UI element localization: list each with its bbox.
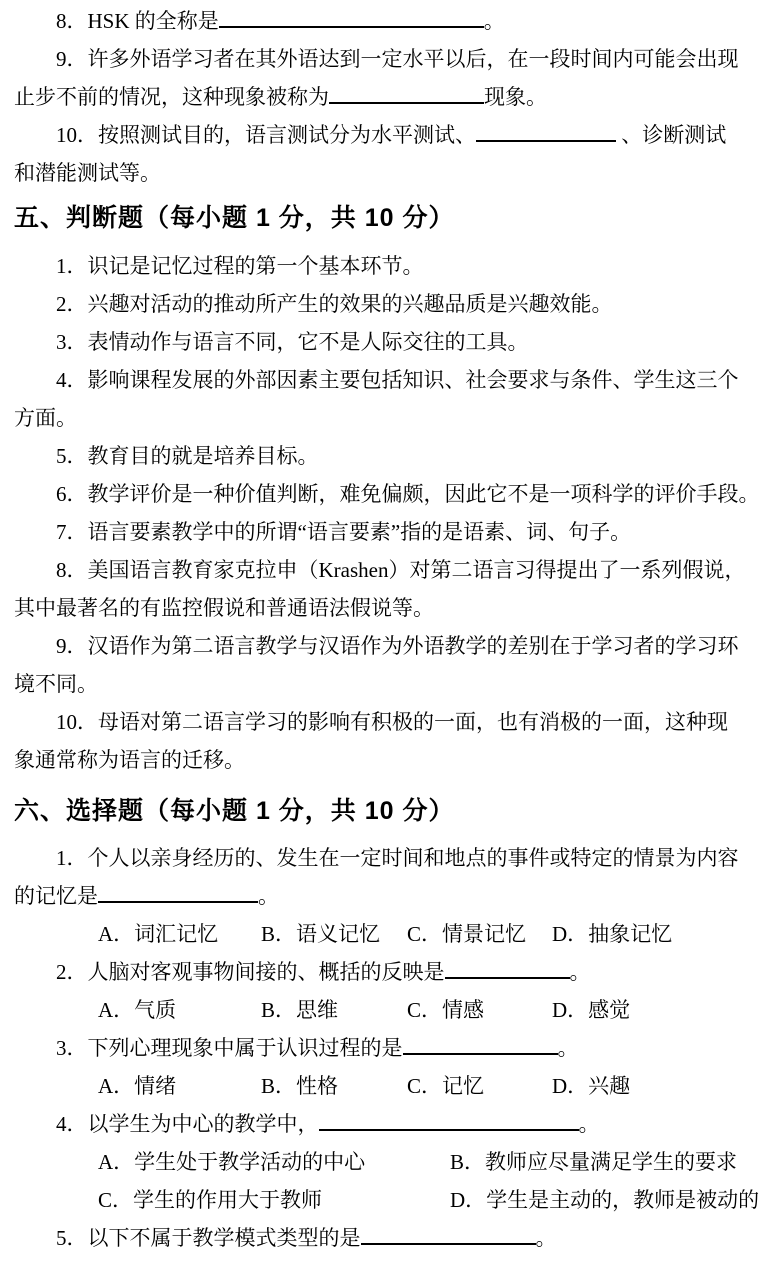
question-text: 。	[258, 884, 279, 908]
question-text: 。	[483, 9, 505, 33]
option-item: A．词汇记忆	[98, 922, 219, 946]
question-line	[14, 154, 776, 192]
question-text: 5．以下不属于教学模式类型的是	[56, 1226, 361, 1250]
option-item: C．记忆	[407, 1074, 485, 1098]
question-text: 10．母语对第二语言学习的影响有积极的一面，也有消极的一面，这种现	[56, 710, 728, 734]
question-line	[14, 40, 776, 78]
question-text: 1．个人以亲身经历的、发生在一定时间和地点的事件或特定的情景为内容	[56, 846, 739, 870]
question-text: 。	[535, 1226, 557, 1250]
question-text: 9．汉语作为第二语言教学与汉语作为外语教学的差别在于学习者的学习环	[56, 634, 739, 658]
option-item: B．思维	[261, 998, 339, 1022]
question-line	[14, 703, 776, 741]
answer-blank	[319, 1126, 579, 1131]
question-text: 3．表情动作与语言不同，它不是人际交往的工具。	[56, 330, 529, 354]
option-item: D．学生是主动的，教师是被动的	[450, 1188, 760, 1212]
question-line	[14, 399, 776, 437]
option-item: C．学生的作用大于教师	[98, 1188, 323, 1212]
question-line	[14, 1219, 776, 1257]
question-line	[14, 437, 776, 475]
option-item: B．语义记忆	[261, 922, 381, 946]
option-item: A．情绪	[98, 1074, 177, 1098]
options-row	[14, 1143, 776, 1181]
question-line	[14, 78, 776, 116]
section-heading: 六、选择题（每小题 1 分，共 10 分）	[14, 797, 455, 825]
question-line	[14, 551, 776, 589]
options-row	[14, 1181, 776, 1219]
question-text: 9．许多外语学习者在其外语达到一定水平以后，在一段时间内可能会出现	[56, 47, 739, 71]
question-text: 。	[578, 1112, 600, 1136]
question-text: 、诊断测试	[616, 123, 727, 147]
true-false-section	[14, 196, 776, 779]
options-row	[14, 1067, 776, 1105]
answer-blank	[361, 1240, 536, 1245]
question-text: 4．影响课程发展的外部因素主要包括知识、社会要求与条件、学生这三个	[56, 368, 739, 392]
option-item: D．抽象记忆	[552, 922, 673, 946]
question-text: 5．教育目的就是培养目标。	[56, 444, 319, 468]
options-row	[14, 991, 776, 1029]
question-text: 境不同。	[14, 672, 98, 696]
question-line	[14, 116, 776, 154]
multiple-choice-section	[14, 789, 776, 1257]
question-line	[14, 953, 776, 991]
question-line	[14, 323, 776, 361]
option-item: B．教师应尽量满足学生的要求	[450, 1150, 738, 1174]
question-text: 止步不前的情况，这种现象被称为	[14, 85, 329, 109]
question-text: 3．下列心理现象中属于认识过程的是	[56, 1036, 403, 1060]
option-item: B．性格	[261, 1074, 339, 1098]
option-item: A．学生处于教学活动的中心	[98, 1150, 366, 1174]
question-line	[14, 839, 776, 877]
question-line	[14, 665, 776, 703]
question-text: 2．兴趣对活动的推动所产生的效果的兴趣品质是兴趣效能。	[56, 292, 613, 316]
option-item: A．气质	[98, 998, 177, 1022]
question-text: 方面。	[14, 406, 77, 430]
option-item: C．情景记忆	[407, 922, 527, 946]
question-line	[14, 741, 776, 779]
question-line	[14, 2, 776, 40]
question-text: 的记忆是	[14, 884, 98, 908]
answer-blank	[219, 23, 484, 28]
question-text: 象通常称为语言的迁移。	[14, 748, 245, 772]
question-text: 其中最著名的有监控假说和普通语法假说等。	[14, 596, 434, 620]
question-text: 6．教学评价是一种价值判断，难免偏颇，因此它不是一项科学的评价手段。	[56, 482, 760, 506]
question-text: 8．美国语言教育家克拉申（Krashen）对第二语言习得提出了一系列假说，	[56, 558, 746, 582]
question-text: 8．HSK 的全称是	[56, 9, 219, 33]
question-line	[14, 589, 776, 627]
question-line	[14, 1105, 776, 1143]
option-item: D．感觉	[552, 998, 631, 1022]
option-item: D．兴趣	[552, 1074, 631, 1098]
question-text: 和潜能测试等。	[14, 161, 161, 185]
question-text: 现象。	[484, 85, 547, 109]
question-line	[14, 1029, 776, 1067]
question-text: 7．语言要素教学中的所谓“语言要素”指的是语素、词、句子。	[56, 520, 632, 544]
question-text: 1．识记是记忆过程的第一个基本环节。	[56, 254, 424, 278]
answer-blank	[403, 1050, 558, 1055]
question-text: 2．人脑对客观事物间接的、概括的反映是	[56, 960, 445, 984]
question-text: 4．以学生为中心的教学中，	[56, 1112, 319, 1136]
answer-blank	[476, 137, 616, 142]
section-heading: 五、判断题（每小题 1 分，共 10 分）	[14, 204, 455, 232]
question-text: 。	[569, 960, 591, 984]
option-item: C．情感	[407, 998, 485, 1022]
question-line	[14, 475, 776, 513]
answer-blank	[329, 99, 484, 104]
question-line	[14, 247, 776, 285]
question-line	[14, 877, 776, 915]
question-line	[14, 285, 776, 323]
answer-blank	[445, 974, 570, 979]
question-text: 。	[557, 1036, 579, 1060]
options-row	[14, 915, 776, 953]
answer-blank	[98, 898, 258, 903]
fill-in-section	[14, 2, 776, 192]
question-text: 10．按照测试目的，语言测试分为水平测试、	[56, 123, 476, 147]
question-line	[14, 627, 776, 665]
question-line	[14, 513, 776, 551]
question-line	[14, 361, 776, 399]
